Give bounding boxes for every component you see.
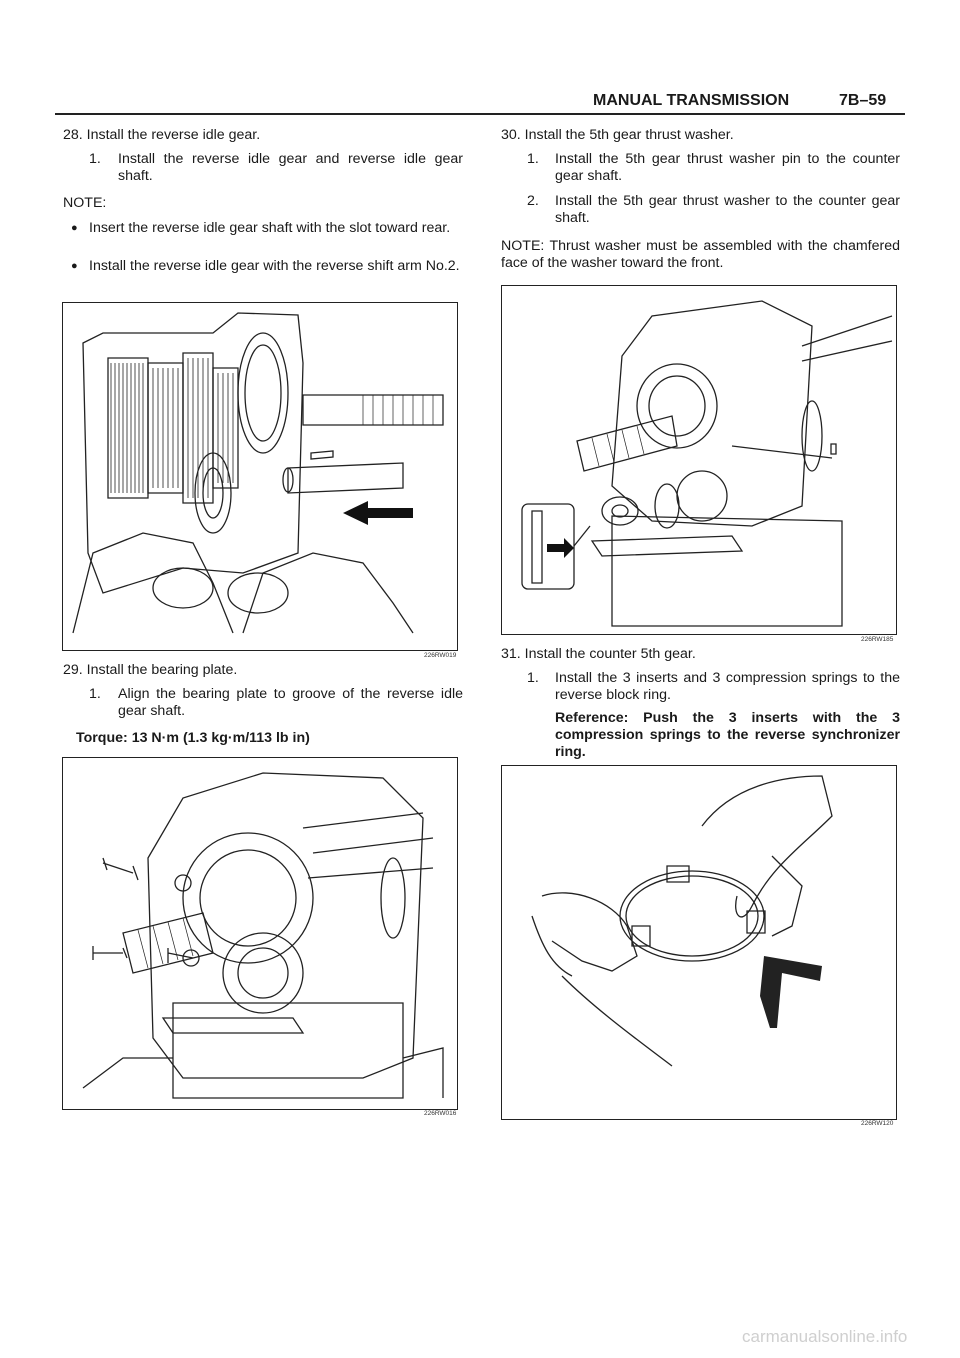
page-number: 7B–59	[839, 92, 887, 109]
figure-id: 226RW019	[424, 652, 457, 659]
note-label: NOTE:	[63, 195, 107, 211]
figure-id: 226RW120	[861, 1120, 894, 1127]
bearing-plate-illustration	[63, 758, 457, 1109]
step-30-note: NOTE: Thrust washer must be assembled with the chamfered face of the washer toward the front.	[501, 238, 900, 271]
step-28-sub1-number: 1.	[89, 151, 101, 167]
step-29-sub1-number: 1.	[89, 686, 101, 702]
step-30-sub1-text: Install the 5th gear thrust washer pin to the counter gear shaft.	[555, 151, 900, 184]
bullet-icon: ●	[71, 260, 78, 272]
thrust-washer-illustration	[502, 286, 896, 634]
step-30-title: 30. Install the 5th gear thrust washer.	[501, 127, 734, 143]
figure-bearing-plate	[62, 757, 458, 1110]
step-31-title: 31. Install the counter 5th gear.	[501, 646, 696, 662]
step-30-sub1-number: 1.	[527, 151, 539, 167]
note-bullet-2: Install the reverse idle gear with the reverse shift arm No.2.	[89, 258, 460, 274]
step-28-title: 28. Install the reverse idle gear.	[63, 127, 261, 143]
figure-reverse-idle-gear	[62, 302, 458, 651]
step-30-sub2-number: 2.	[527, 193, 539, 209]
section-title: MANUAL TRANSMISSION	[593, 92, 790, 109]
step-30-sub2-text: Install the 5th gear thrust washer to the counter gear shaft.	[555, 193, 900, 226]
figure-id: 226RW185	[861, 636, 894, 643]
figure-synchronizer-ring	[501, 765, 897, 1120]
watermark: carmanualsonline.info	[742, 1327, 908, 1346]
step-28-sub1-text: Install the reverse idle gear and reverse idle gear shaft.	[118, 151, 463, 184]
note-bullet-1: Insert the reverse idle gear shaft with the slot toward rear.	[89, 220, 451, 236]
step-29-title: 29. Install the bearing plate.	[63, 662, 238, 678]
step-31-sub1-text: Install the 3 inserts and 3 compression springs to the reverse block ring.	[555, 670, 900, 703]
step-31-sub1-number: 1.	[527, 670, 539, 686]
step-31-reference: Reference: Push the 3 inserts with the 3 compression springs to the reverse synchronizer ring.	[555, 710, 900, 760]
figure-id: 226RW016	[424, 1110, 457, 1117]
synchronizer-ring-illustration	[502, 766, 896, 1119]
step-29-sub1-text: Align the bearing plate to groove of the reverse idle gear shaft.	[118, 686, 463, 719]
header-rule	[55, 113, 905, 115]
torque-spec: Torque: 13 N·m (1.3 kg·m/113 lb in)	[76, 730, 310, 746]
bullet-icon: ●	[71, 222, 78, 234]
figure-thrust-washer	[501, 285, 897, 635]
reverse-idle-gear-illustration	[63, 303, 457, 650]
